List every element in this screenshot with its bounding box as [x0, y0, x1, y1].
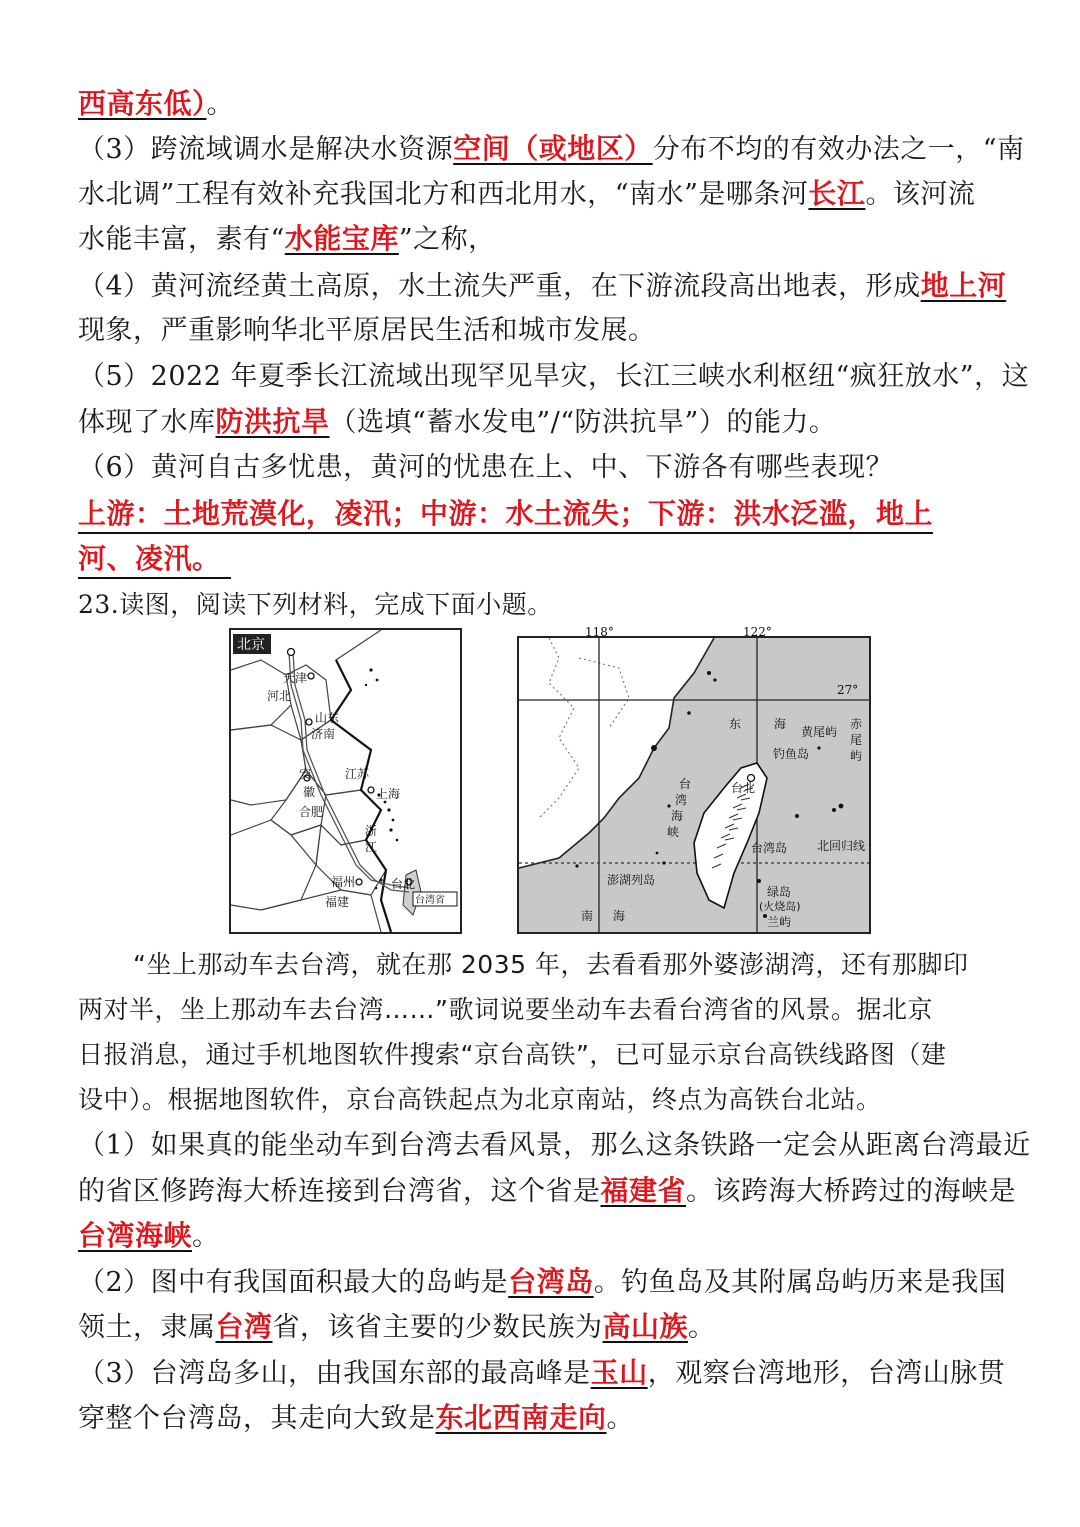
answer-kongjian: 空间（或地区） — [453, 132, 653, 165]
q22-p5-line2: 体现了水库防洪抗旱（选填“蓄水发电”/“防洪抗旱”）的能力。 — [78, 405, 837, 438]
label-chiwei-1: 赤 — [850, 717, 863, 731]
q23-p3-line1: （3）台湾岛多山，由我国东部的最高峰是玉山，观察台湾地形，台湾山脉贯 — [78, 1356, 1006, 1389]
label-hai: 海 — [774, 717, 787, 731]
q23-title: 23.读图，阅读下列材料，完成下面小题。 — [78, 590, 553, 619]
label-lat27: 27° — [837, 683, 859, 697]
label-jinan: 济南 — [311, 727, 336, 741]
label-taibei-2: 台北 — [731, 781, 756, 795]
label-lvdao: 绿岛 — [767, 885, 792, 899]
material-line2: 两对半，坐上那动车去台湾……”歌词说要坐动车去看台湾省的风景。据北京 — [78, 995, 933, 1024]
answer-dishanghe: 地上河 — [920, 269, 1007, 302]
label-lon118: 118° — [585, 625, 614, 639]
label-zhejiang-1: 浙 — [365, 824, 378, 838]
q23-p1-line3: 台湾海峡。 — [78, 1219, 220, 1252]
q22-p6-question: （6）黄河自古多忧患，黄河的忧患在上、中、下游各有哪些表现？ — [78, 452, 894, 483]
label-penghu: 澎湖列岛 — [607, 873, 656, 887]
map-jingtai-railway — [229, 628, 462, 934]
map-taiwan-svg — [519, 625, 869, 932]
material-line1: “坐上那动车去台湾，就在那 2035 年，去看看那外婆澎湖湾，还有那脚印 — [133, 950, 969, 979]
q23-p1-line1: （1）如果真的能坐动车到台湾去看风景，那么这条铁路一定会从距离台湾最近 — [78, 1130, 1031, 1161]
map-jingtai-svg — [231, 630, 460, 932]
map-taiwan-region — [517, 625, 871, 934]
q23-p1-line2: 的省区修跨海大桥连接到台湾省，这个省是福建省。该跨海大桥跨过的海峡是 — [78, 1174, 1017, 1207]
label-huoshaodao: (火烧岛) — [759, 900, 801, 913]
material-line3: 日报消息，通过手机地图软件搜索“京台高铁”，已可显示京台高铁线路图（建 — [78, 1040, 947, 1069]
label-anhui-1: 安 — [299, 767, 312, 781]
q23-p2-line1: （2）图中有我国面积最大的岛屿是台湾岛。钓鱼岛及其附属岛屿历来是我国 — [78, 1265, 1007, 1298]
answer-taiwanhaixia: 台湾海峡 — [78, 1219, 193, 1252]
q22-p5-line1: （5）2022 年夏季长江流域出现罕见旱灾，长江三峡水利枢纽“疯狂放水”，这 — [78, 361, 1030, 392]
label-jiangsu: 江苏 — [345, 767, 370, 781]
answer-fanghongkanghan: 防洪抗旱 — [215, 405, 330, 438]
answer-dongbeixinan: 东北西南走向 — [435, 1401, 607, 1434]
q22-p6-answer-line1: 上游：土地荒漠化，凌汛；中游：水土流失；下游：洪水泛滥，地上 — [78, 492, 1008, 537]
label-huangweiyu: 黄尾屿 — [801, 725, 838, 739]
label-zhejiang-2: 江 — [365, 840, 378, 854]
answer-fujiansheng: 福建省 — [600, 1174, 687, 1207]
label-taiwanhaixia-2: 湾 — [675, 793, 688, 807]
label-chiwei-2: 尾 — [850, 733, 863, 747]
label-taiwanhaixia-4: 峡 — [667, 825, 680, 839]
label-lanyu: 兰屿 — [767, 915, 792, 929]
label-beijing: 北京 — [237, 637, 265, 653]
label-nan: 南 — [581, 909, 594, 923]
answer-taiwan: 台湾 — [215, 1310, 273, 1343]
answer-gaoshanzu: 高山族 — [602, 1310, 689, 1343]
q22-p3-line2: 水北调”工程有效补充我国北方和西北用水，“南水”是哪条河长江。该河流 — [78, 177, 976, 210]
label-hebei: 河北 — [267, 689, 292, 703]
answer-taiwandao: 台湾岛 — [508, 1265, 594, 1298]
label-taibei-1: 台北 — [391, 877, 416, 891]
q22-p4-line2: 现象，严重影响华北平原居民生活和城市发展。 — [78, 315, 656, 346]
label-shandong: 山东 — [315, 711, 340, 725]
q23-p2-line2: 领土，隶属台湾省，该省主要的少数民族为高山族。 — [78, 1310, 716, 1343]
label-anhui-2: 徽 — [303, 785, 316, 799]
answer-changjiang: 长江 — [808, 177, 866, 210]
label-taiwanhaixia-1: 台 — [679, 777, 692, 791]
label-taiwanhaixia-3: 海 — [671, 809, 684, 823]
label-tianjin: 天津 — [283, 671, 308, 685]
label-fujian: 福建 — [325, 895, 350, 909]
label-dong: 东 — [729, 717, 742, 731]
label-taiwandao: 台湾岛 — [751, 841, 788, 855]
label-tropic: 北回归线 — [817, 839, 866, 853]
q22-line0: 西高东低）。 — [78, 87, 235, 120]
label-diaoyudao: 钓鱼岛 — [773, 747, 810, 761]
label-chiwei-3: 屿 — [850, 749, 863, 763]
answer-shuinengbaoku: 水能宝库 — [284, 222, 399, 255]
material-line4: 设中）。根据地图软件，京台高铁起点为北京南站，终点为高铁台北站。 — [78, 1085, 882, 1114]
q22-p4-line1: （4）黄河流经黄土高原，水土流失严重，在下游流段高出地表，形成地上河 — [78, 269, 1007, 302]
q22-p6-answer-line2: 河、凌汛。 — [78, 537, 1008, 582]
label-lon122: 122° — [743, 625, 772, 639]
q23-p3-line2: 穿整个台湾岛，其走向大致是东北西南走向。 — [78, 1401, 635, 1434]
label-nanhai: 海 — [613, 909, 626, 923]
label-taiwansheng: 台湾省 — [415, 895, 445, 906]
label-shanghai: 上海 — [376, 787, 401, 801]
q22-p3-line1: （3）跨流域调水是解决水资源空间（或地区）分布不均的有效办法之一，“南 — [78, 132, 1025, 165]
answer-xigaodongdi: 西高东低） — [78, 87, 207, 120]
q22-p3-line3: 水能丰富，素有“水能宝库”之称， — [78, 222, 496, 255]
label-hefei: 合肥 — [299, 805, 324, 819]
answer-yushan: 玉山 — [590, 1356, 648, 1389]
label-fuzhou: 福州 — [331, 875, 356, 889]
